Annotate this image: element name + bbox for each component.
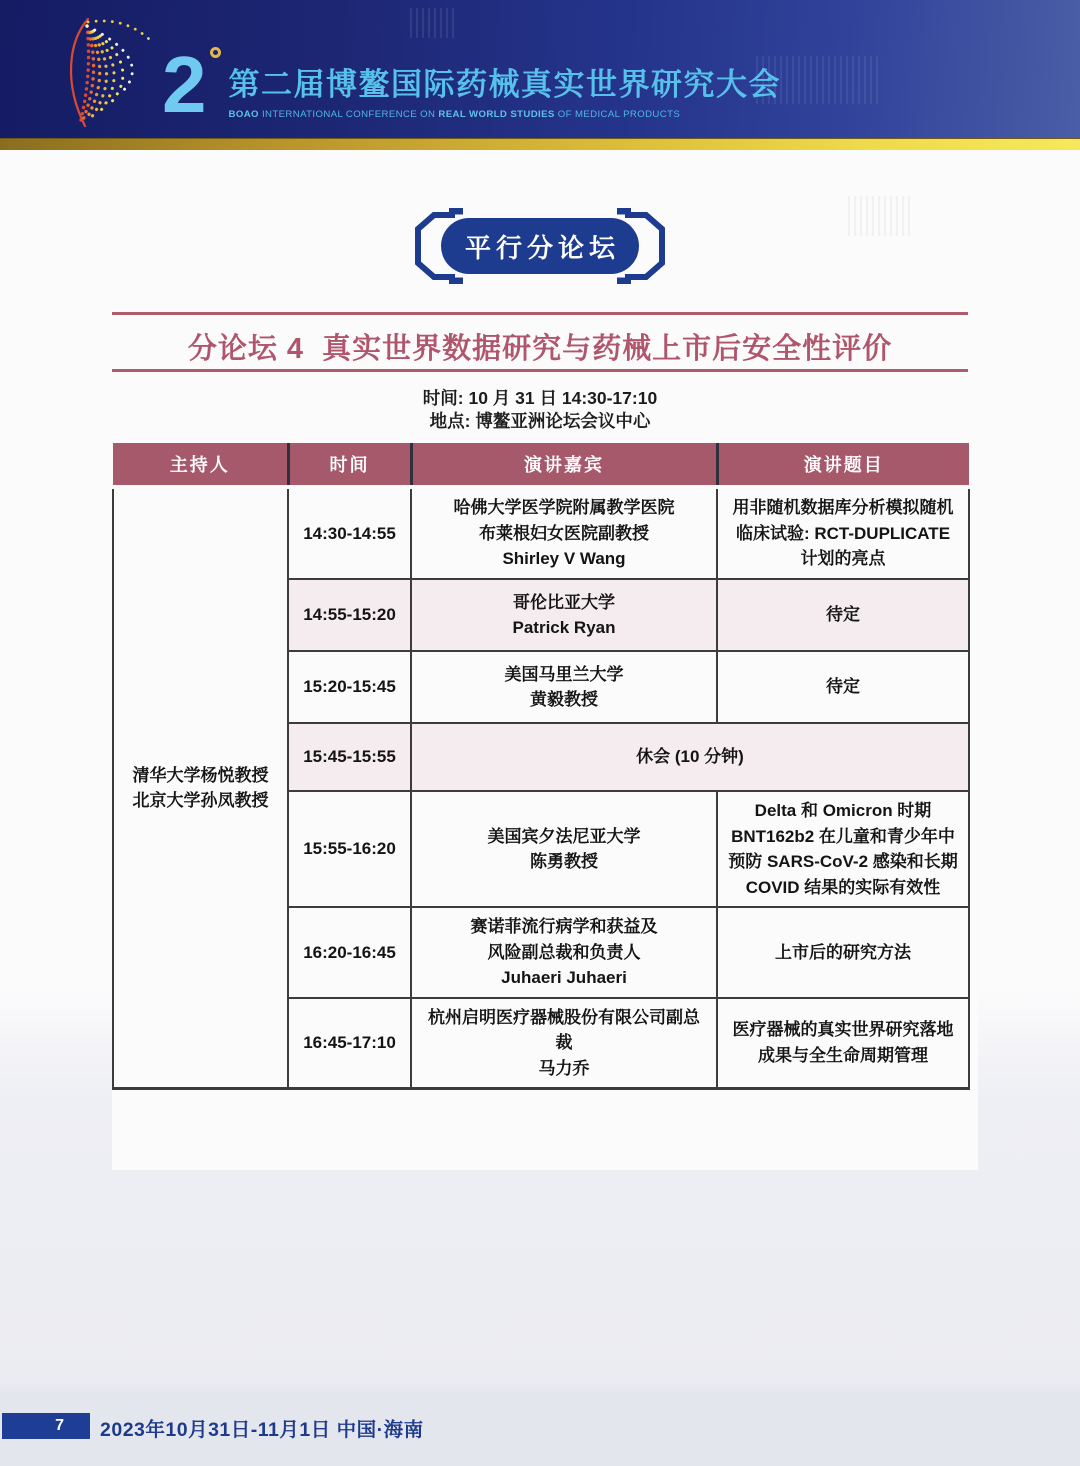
edition-ring-icon [210, 47, 221, 58]
speaker-cell: 赛诺菲流行病学和获益及 风险副总裁和负责人 Juhaeri Juhaeri [411, 907, 717, 998]
time-cell: 15:55-16:20 [288, 791, 411, 907]
agenda-table [112, 443, 970, 1090]
badge-label: 平行分论坛 [464, 232, 620, 263]
speaker-cell: 美国宾夕法尼亚大学 陈勇教授 [411, 791, 717, 907]
title-rule-top [112, 312, 968, 315]
speaker-cell: 杭州启明医疗器械股份有限公司副总裁 马力乔 [411, 998, 717, 1089]
topic-cell: 待定 [717, 651, 969, 723]
break-cell: 休会 (10 分钟) [411, 723, 969, 791]
decor-barcode-small [848, 196, 914, 236]
globe-dots-icon [56, 14, 160, 130]
conference-titles [229, 59, 782, 120]
topic-cell: Delta 和 Omicron 时期 BNT162b2 在儿童和青少年中预防 SARS-CoV-2 感染和长期 COVID 结果的实际有效性 [717, 791, 969, 907]
speaker-cell: 美国马里兰大学 黄毅教授 [411, 651, 717, 723]
time-cell: 16:20-16:45 [288, 907, 411, 998]
edition-number: 2 [162, 45, 207, 125]
time-cell: 15:45-15:55 [288, 723, 411, 791]
agenda-header-row [113, 443, 969, 487]
column-header-moderator: 主持人 [113, 443, 288, 487]
session-title: 分论坛 4 真实世界数据研究与药械上市后安全性评价 [187, 333, 893, 365]
speaker-cell: 哥伦比亚大学 Patrick Ryan [411, 579, 717, 651]
conference-title-en: BOAO INTERNATIONAL CONFERENCE ON REAL WORLD STUDIES OF MEDICAL PRODUCTS [228, 108, 681, 120]
gold-divider [0, 138, 1080, 150]
conference-header [0, 0, 1080, 138]
speaker-cell: 哈佛大学医学院附属教学医院 布莱根妇女医院副教授 Shirley V Wang [411, 487, 717, 579]
agenda-row [113, 487, 969, 579]
column-header-topic: 演讲题目 [717, 443, 969, 487]
time-cell: 15:20-15:45 [288, 651, 411, 723]
agenda-table-body [113, 487, 969, 1089]
page-number-badge: 7 [2, 1413, 90, 1439]
title-rule-bottom [112, 369, 968, 372]
conference-logo [56, 14, 781, 130]
conference-title-cn: 第二届博鳌国际药械真实世界研究大会 [228, 66, 781, 102]
topic-cell: 上市后的研究方法 [717, 907, 969, 998]
time-cell: 16:45-17:10 [288, 998, 411, 1089]
column-header-time: 时间 [288, 443, 411, 487]
moderator-cell: 清华大学杨悦教授 北京大学孙凤教授 [113, 487, 288, 1089]
column-header-speaker: 演讲嘉宾 [411, 443, 717, 487]
time-cell: 14:55-15:20 [288, 579, 411, 651]
session-venue: 地点: 博鳌亚洲论坛会议中心 [429, 411, 651, 431]
topic-cell: 待定 [717, 579, 969, 651]
time-cell: 14:30-14:55 [288, 487, 411, 579]
parallel-forum-badge [405, 208, 675, 284]
footer-event-dates: 2023年10月31日-11月1日 中国·海南 [100, 1419, 424, 1441]
topic-cell: 医疗器械的真实世界研究落地成果与全生命周期管理 [717, 998, 969, 1089]
session-time: 时间: 10 月 31 日 14:30-17:10 [422, 388, 658, 408]
topic-cell: 用非随机数据库分析模拟随机临床试验: RCT-DUPLICATE 计划的亮点 [717, 487, 969, 579]
